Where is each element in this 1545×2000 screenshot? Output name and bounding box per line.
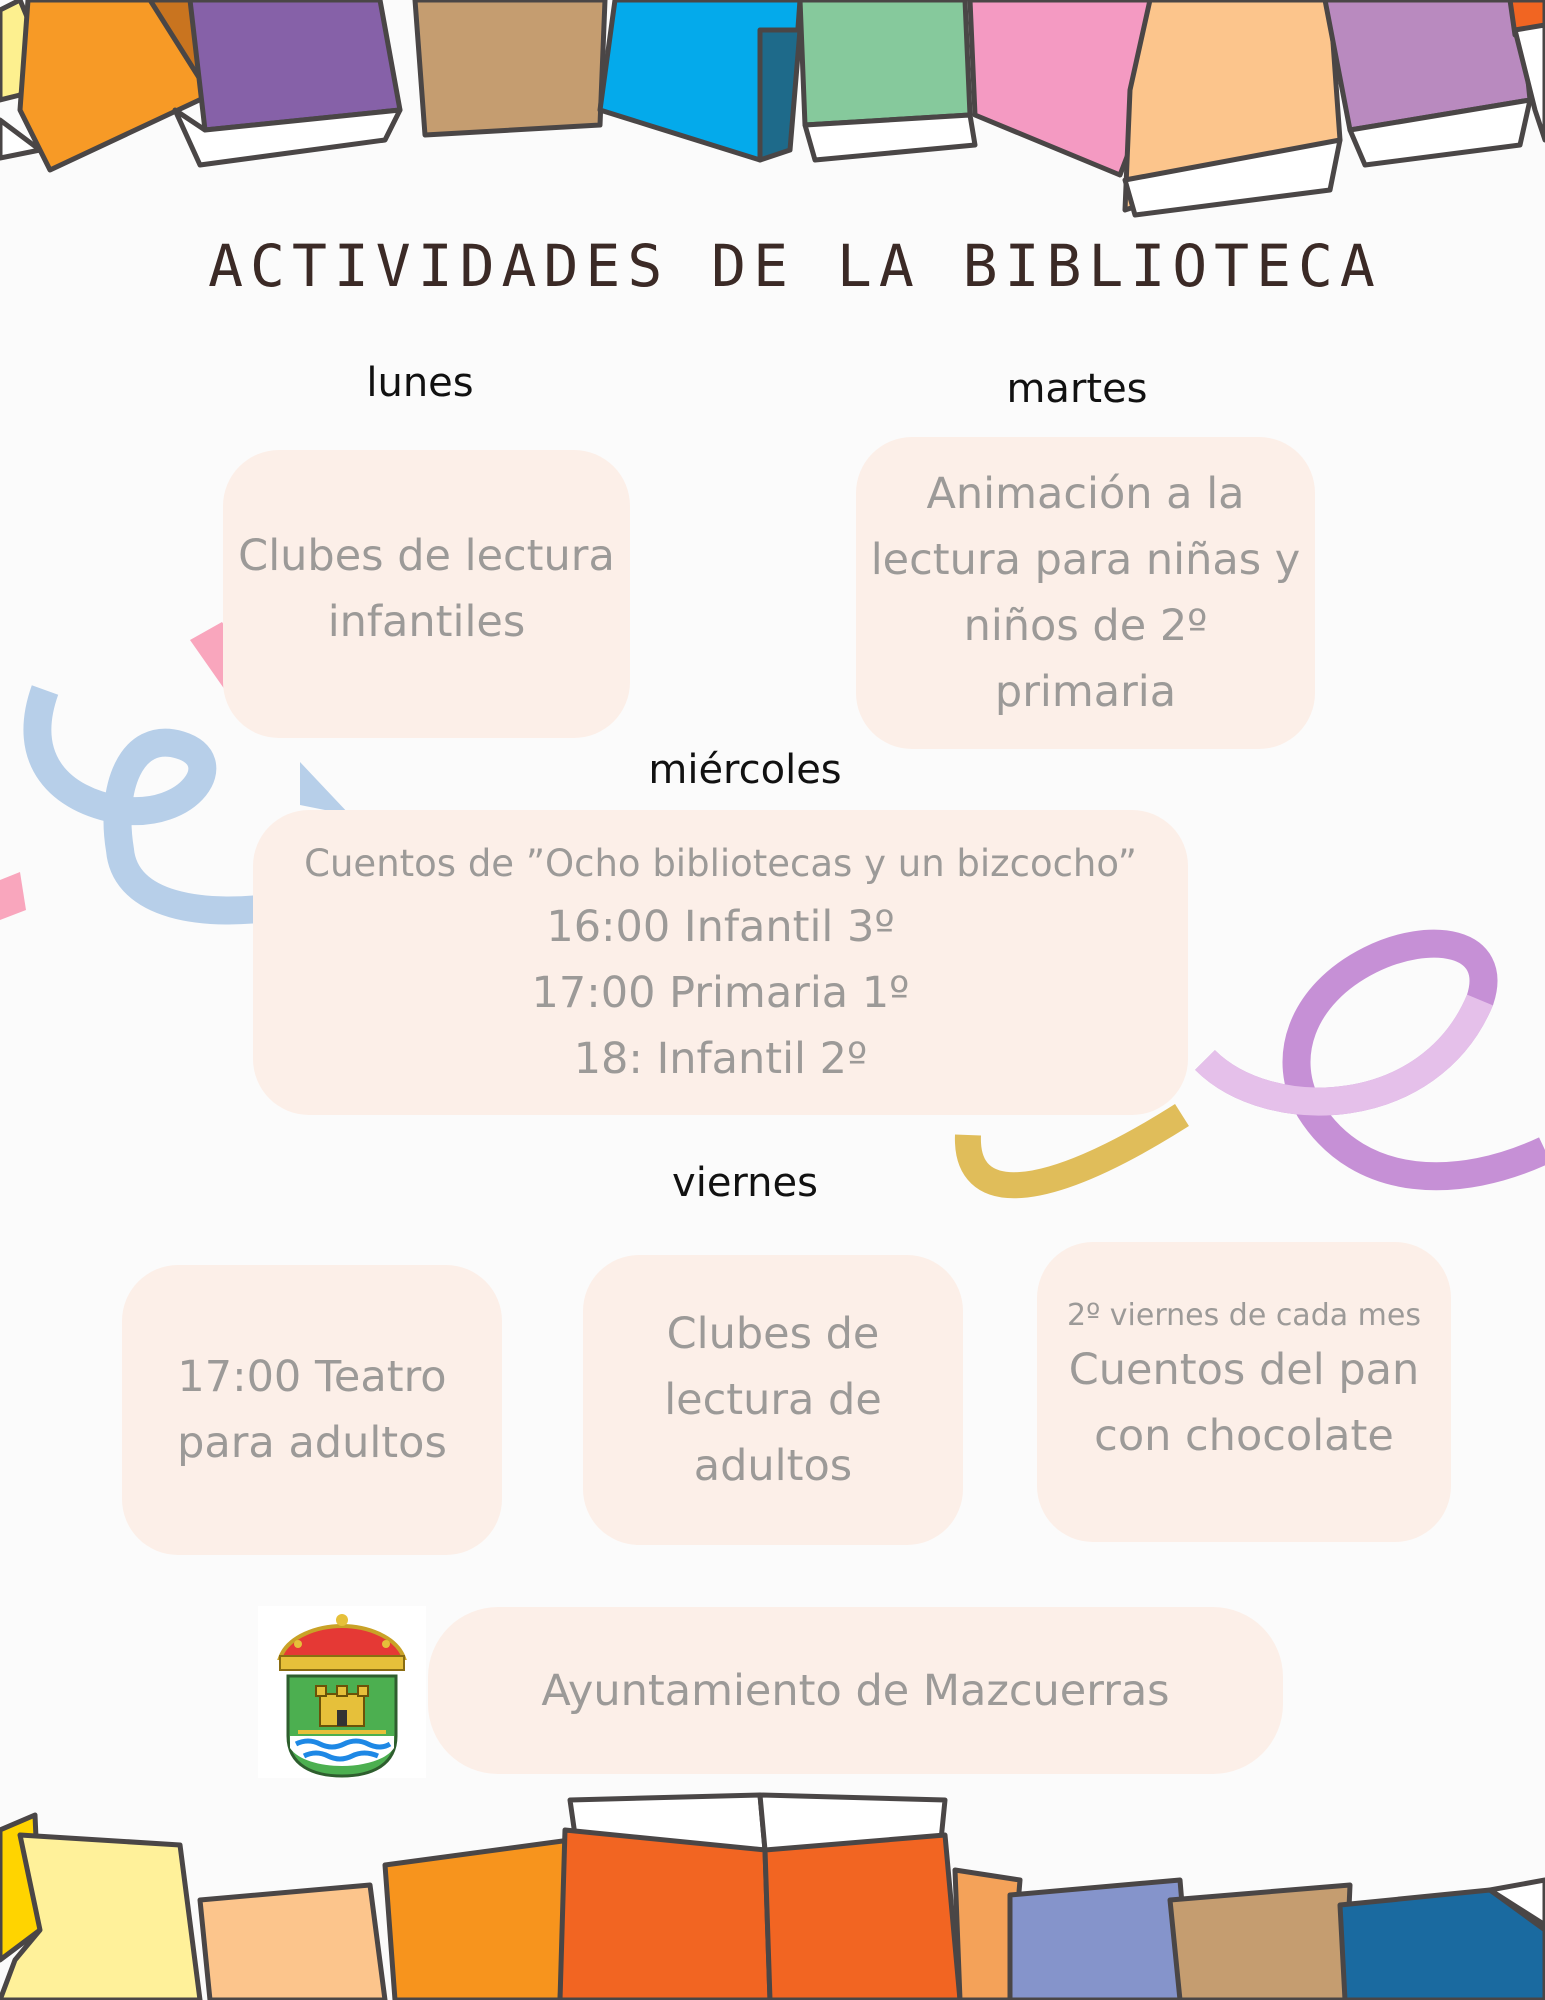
activity-text: adultos <box>693 1441 853 1491</box>
activity-text: lectura de <box>664 1375 882 1425</box>
activity-box-viernes-teatro <box>122 1265 502 1555</box>
activity-text: con chocolate <box>1094 1411 1394 1461</box>
activity-box-lunes <box>223 450 630 738</box>
organizer-box <box>428 1607 1283 1774</box>
activity-box-viernes-clubes <box>583 1255 963 1545</box>
activity-text: lectura para niñas y <box>870 535 1301 585</box>
session-time: 16:00 Infantil 3º <box>546 901 895 952</box>
activity-note: 2º viernes de cada mes <box>1067 1298 1421 1333</box>
activity-text: Clubes de lectura <box>238 531 615 581</box>
session-time: 18: Infantil 2º <box>573 1033 868 1084</box>
page-title: ACTIVIDADES DE LA BIBLIOTECA <box>208 232 1382 300</box>
activity-text: Animación a la <box>926 469 1245 519</box>
activity-box-miercoles <box>253 810 1188 1115</box>
activity-text: Clubes de <box>666 1309 880 1359</box>
activity-text: para adultos <box>177 1418 447 1468</box>
day-label-lunes: lunes <box>366 360 474 406</box>
activity-text: niños de 2º <box>963 601 1208 651</box>
activity-text: primaria <box>994 667 1177 717</box>
activity-box-viernes-cuentos <box>1037 1242 1451 1542</box>
activity-header: Cuentos de ”Ocho bibliotecas y un bizcocho” <box>304 841 1137 885</box>
activity-text: infantiles <box>327 597 526 647</box>
activity-text: Cuentos del pan <box>1068 1345 1420 1395</box>
coat-of-arms-logo <box>258 1606 426 1778</box>
session-time: 17:00 Primaria 1º <box>531 967 910 1018</box>
day-label-miercoles: miércoles <box>648 747 842 793</box>
activity-text: 17:00 Teatro <box>177 1352 447 1402</box>
day-label-viernes: viernes <box>672 1160 818 1206</box>
day-label-martes: martes <box>1006 366 1148 412</box>
organizer-name: Ayuntamiento de Mazcuerras <box>541 1665 1170 1716</box>
activity-box-martes <box>856 437 1315 749</box>
